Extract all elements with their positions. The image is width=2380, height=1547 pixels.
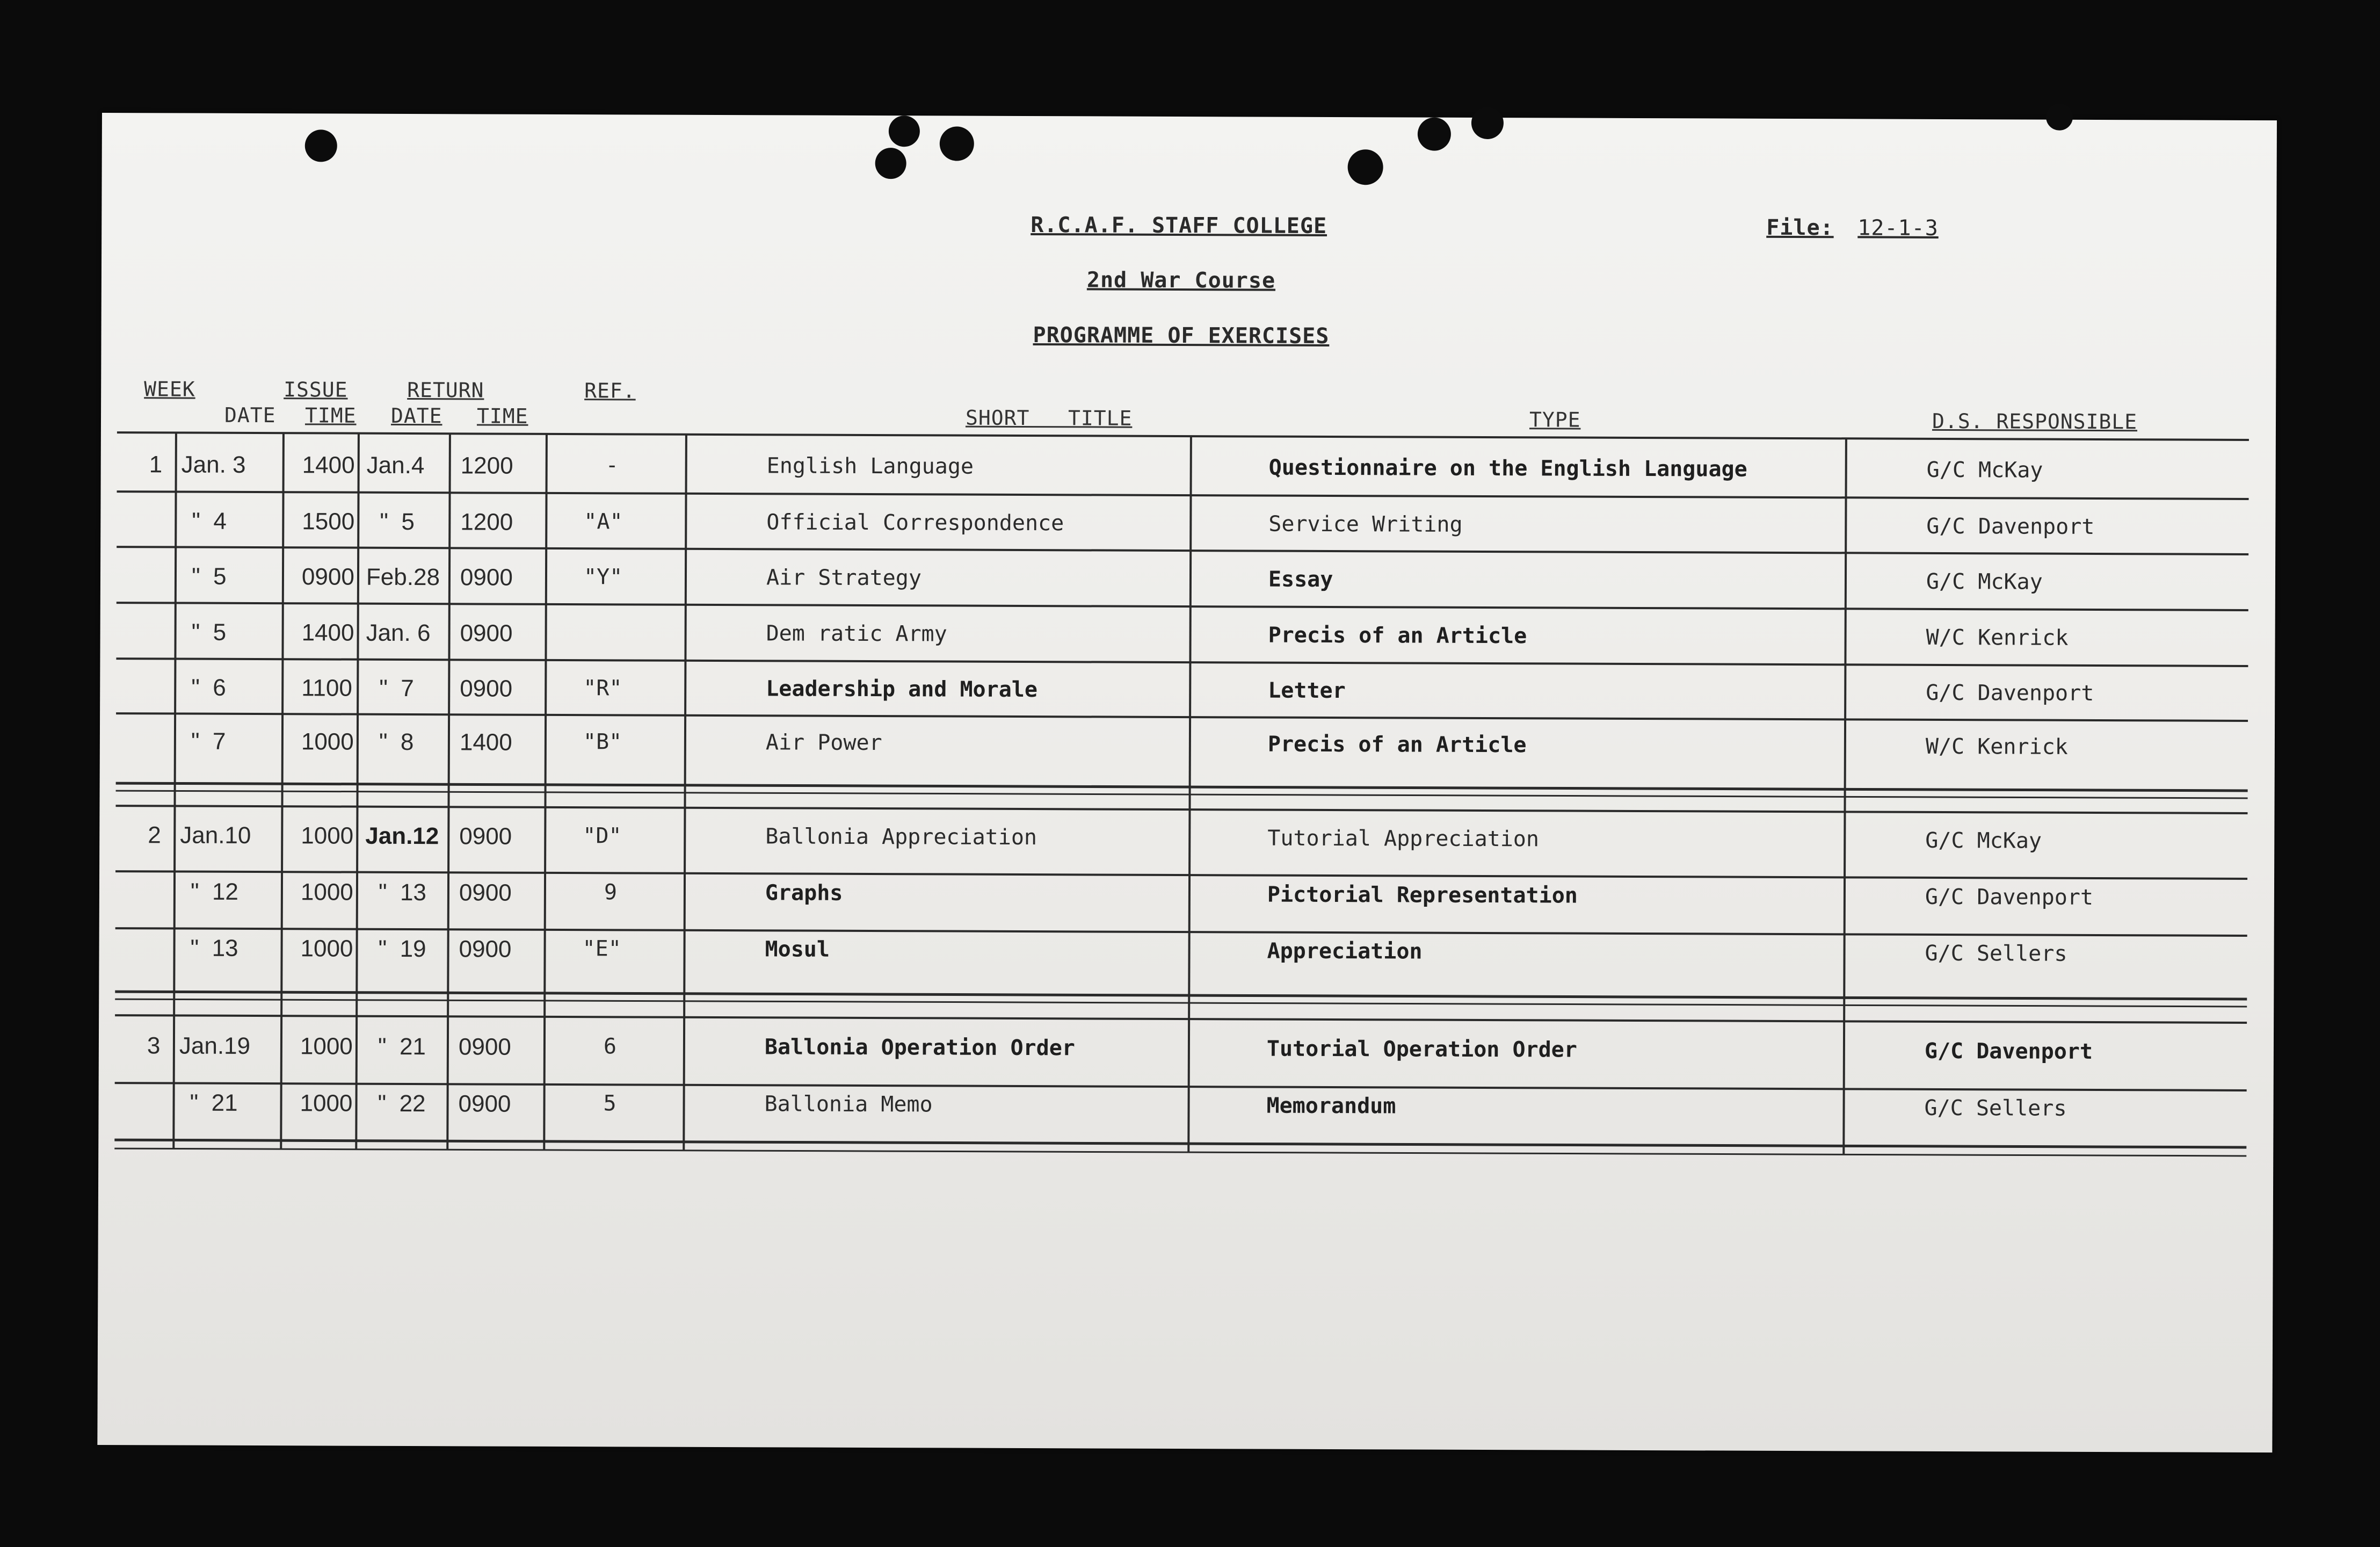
issue-date-cell: " 12: [190, 878, 239, 905]
header-ds-responsible: D.S. RESPONSIBLE: [1932, 409, 2138, 434]
ref-cell: "B": [583, 729, 622, 755]
issue-time-cell: 1000: [300, 879, 353, 906]
short-title-cell: Graphs: [765, 880, 843, 906]
type-cell: Tutorial Operation Order: [1266, 1036, 1577, 1062]
return-time-cell: 0900: [460, 564, 513, 591]
ds-cell: G/C Sellers: [1924, 1095, 2067, 1121]
return-time-cell: 0900: [459, 823, 512, 850]
ref-cell: "R": [583, 676, 622, 701]
ref-cell: 5: [603, 1091, 616, 1116]
ds-cell: G/C Sellers: [1925, 941, 2067, 966]
issue-time-cell: 1500: [302, 508, 355, 535]
ref-cell: -: [605, 453, 619, 478]
issue-date-cell: " 13: [190, 935, 238, 962]
header-ref: REF.: [584, 379, 636, 403]
short-title-cell: Official Correspondence: [766, 510, 1064, 536]
short-title-cell: Ballonia Memo: [764, 1091, 933, 1117]
issue-date-cell: " 21: [190, 1089, 238, 1116]
week-cell: 3: [147, 1032, 161, 1059]
return-date-cell: " 19: [378, 935, 426, 963]
ref-cell: "A": [584, 509, 623, 534]
ds-cell: G/C Davenport: [1926, 514, 2095, 539]
week-cell: 1: [149, 451, 163, 478]
course-title: 2nd War Course: [1086, 268, 1276, 293]
issue-time-cell: 1000: [300, 1033, 353, 1060]
return-time-cell: 0900: [460, 675, 513, 702]
ref-cell: "D": [583, 823, 622, 849]
issue-date-cell: Jan.10: [180, 822, 251, 849]
return-date-cell: " 7: [379, 675, 414, 702]
issue-date-cell: " 5: [191, 563, 227, 590]
short-title-cell: Air Strategy: [766, 565, 922, 591]
return-date-cell: Jan.4: [366, 452, 425, 479]
issue-date-cell: Jan.19: [179, 1032, 251, 1059]
type-cell: Letter: [1268, 678, 1346, 704]
short-title-cell: Ballonia Operation Order: [764, 1035, 1075, 1061]
type-cell: Tutorial Appreciation: [1267, 826, 1540, 852]
type-cell: Essay: [1268, 567, 1333, 592]
ds-cell: W/C Kenrick: [1925, 734, 2068, 760]
return-date-cell: " 5: [380, 508, 415, 536]
ds-cell: G/C McKay: [1925, 828, 2042, 854]
type-cell: Memorandum: [1266, 1093, 1396, 1119]
return-time-cell: 0900: [458, 1090, 511, 1117]
issue-date-cell: " 5: [191, 619, 227, 646]
ds-cell: G/C Davenport: [1924, 1038, 2093, 1064]
issue-time-cell: 1400: [301, 619, 354, 646]
return-date-cell: " 22: [378, 1090, 426, 1117]
ds-cell: G/C Davenport: [1926, 680, 2094, 706]
return-date-cell: Jan.12: [365, 822, 439, 850]
file-number: 12-1-3: [1857, 215, 1939, 241]
issue-time-cell: 1100: [301, 675, 352, 702]
short-title-cell: Ballonia Appreciation: [765, 824, 1037, 850]
return-date-cell: " 21: [378, 1033, 426, 1060]
doc-title: PROGRAMME OF EXERCISES: [1033, 323, 1330, 349]
return-time-cell: 0900: [459, 879, 512, 906]
header-return-date: DATE: [390, 403, 442, 428]
issue-time-cell: 1000: [300, 1090, 353, 1117]
issue-date-cell: " 6: [191, 674, 226, 701]
org-title: R.C.A.F. STAFF COLLEGE: [1031, 213, 1327, 238]
header-issue-time: TIME: [304, 403, 357, 428]
type-cell: Precis of an Article: [1268, 623, 1527, 649]
header-short-title: SHORT TITLE: [965, 406, 1133, 430]
type-cell: Questionnaire on the English Language: [1268, 455, 1747, 482]
short-title-cell: Air Power: [765, 730, 882, 756]
short-title-cell: Dem ratic Army: [766, 621, 947, 647]
ref-cell: 9: [604, 880, 618, 905]
return-time-cell: 1200: [460, 509, 513, 536]
ds-cell: G/C Davenport: [1925, 884, 2094, 910]
type-cell: Precis of an Article: [1267, 732, 1527, 758]
ref-cell: 6: [603, 1034, 617, 1059]
short-title-cell: Leadership and Morale: [766, 676, 1038, 703]
header-week: WEEK: [144, 377, 195, 401]
issue-date-cell: " 4: [192, 508, 227, 534]
issue-time-cell: 1000: [300, 935, 353, 962]
return-time-cell: 1400: [459, 729, 512, 756]
return-time-cell: 0900: [460, 620, 513, 647]
return-time-cell: 0900: [459, 936, 512, 963]
header-issue-date: DATE: [224, 403, 276, 428]
issue-date-cell: " 7: [191, 728, 226, 755]
issue-time-cell: 1400: [302, 452, 355, 479]
header-type: TYPE: [1529, 408, 1581, 432]
return-time-cell: 0900: [458, 1033, 511, 1060]
short-title-cell: English Language: [766, 453, 974, 479]
header-issue: ISSUE: [284, 378, 348, 402]
header-return: RETURN: [407, 378, 484, 402]
return-time-cell: 1200: [460, 452, 513, 479]
issue-time-cell: 1000: [301, 822, 354, 849]
return-date-cell: Jan. 6: [366, 619, 431, 647]
type-cell: Appreciation: [1267, 938, 1423, 964]
document-card: [97, 113, 2277, 1452]
return-date-cell: Feb.28: [366, 563, 440, 591]
ds-cell: W/C Kenrick: [1926, 625, 2069, 650]
return-date-cell: " 8: [379, 728, 414, 756]
issue-date-cell: Jan. 3: [181, 451, 246, 478]
ref-cell: "Y": [583, 565, 623, 590]
ds-cell: G/C McKay: [1926, 569, 2043, 595]
file-label: File:: [1766, 215, 1834, 241]
issue-time-cell: 1000: [301, 728, 354, 755]
table-grid: [97, 113, 2277, 1452]
ref-cell: "E": [582, 936, 621, 962]
ds-cell: G/C McKay: [1926, 457, 2043, 483]
week-cell: 2: [148, 822, 161, 849]
issue-time-cell: 0900: [301, 563, 354, 590]
type-cell: Service Writing: [1268, 511, 1463, 537]
type-cell: Pictorial Representation: [1267, 882, 1578, 908]
return-date-cell: " 13: [378, 879, 427, 906]
header-return-time: TIME: [476, 404, 528, 428]
short-title-cell: Mosul: [765, 937, 830, 962]
